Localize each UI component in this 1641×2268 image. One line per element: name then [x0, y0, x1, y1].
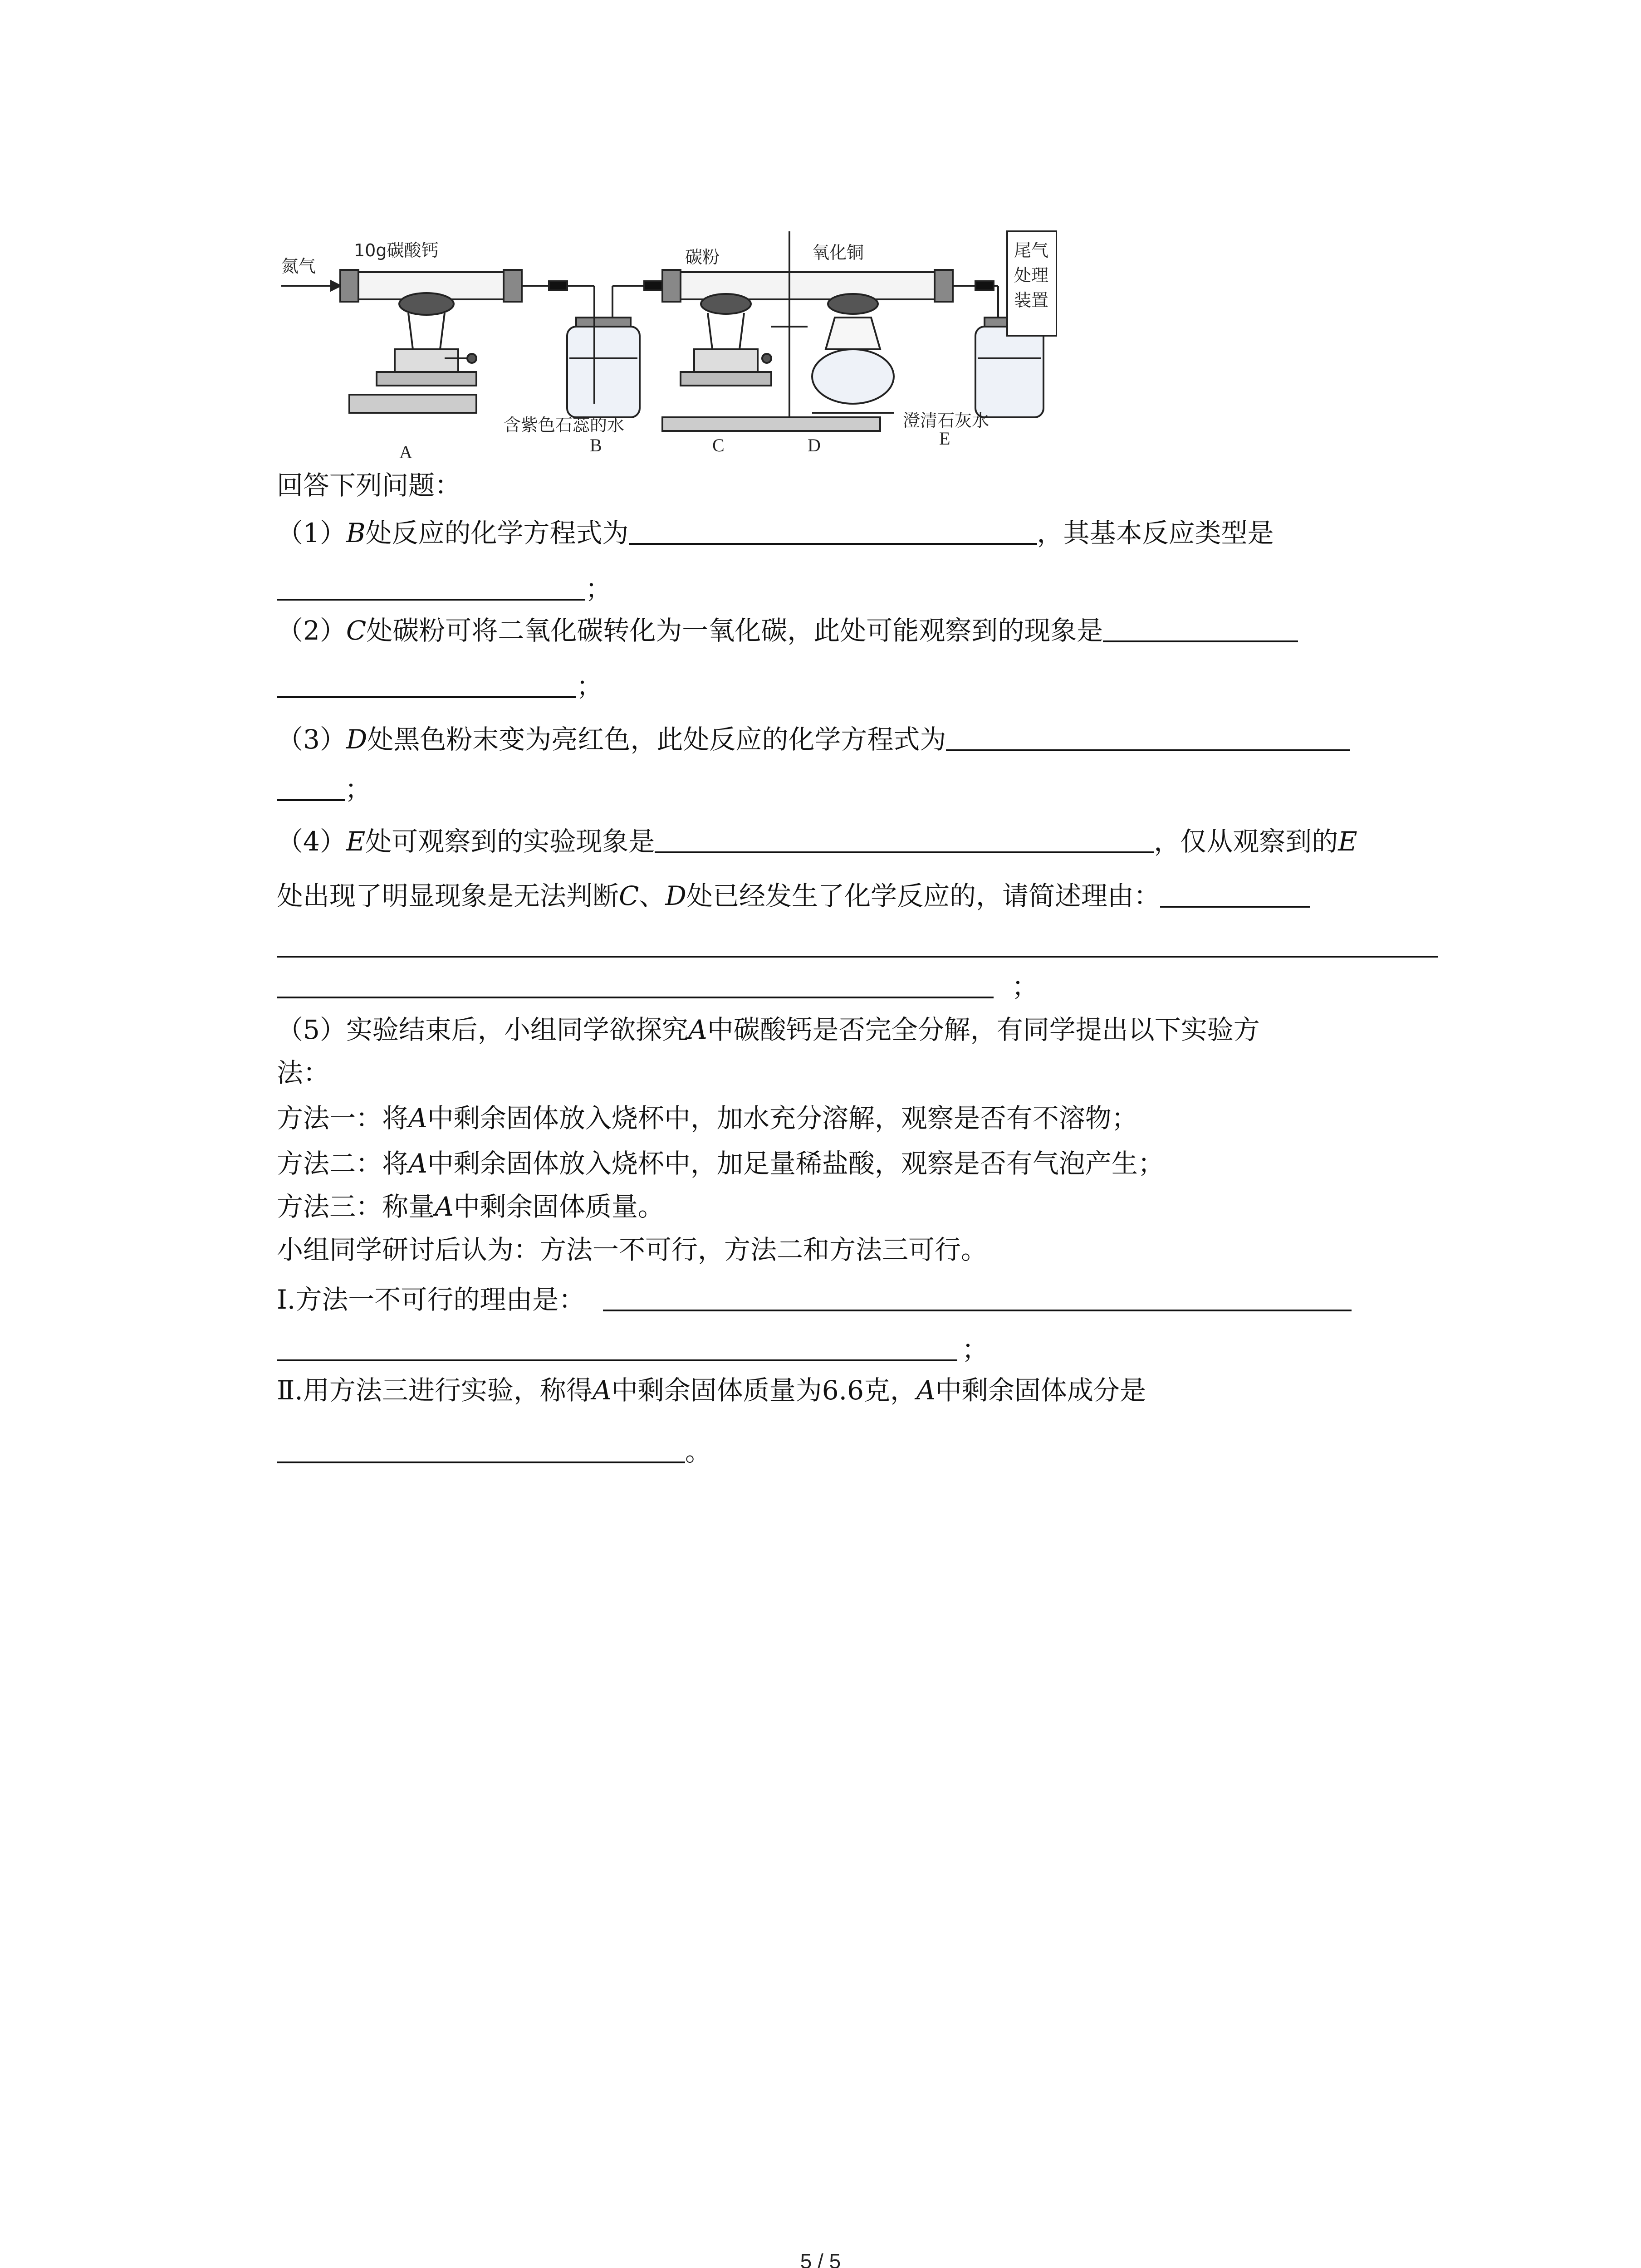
q1-end: ；: [585, 573, 612, 604]
q1-text-a: 处反应的化学方程式为: [365, 518, 629, 548]
part-ii-a: Ⅱ.用方法三进行实验，称得: [277, 1375, 593, 1406]
q4-line1: [277, 823, 1357, 860]
part-ii-b: 中剩余固体质量为: [611, 1375, 822, 1406]
part-ii-d: 中剩余固体成分是: [935, 1375, 1146, 1406]
q4-end: ；: [1012, 971, 1038, 1002]
q1-prefix: （1）: [277, 518, 346, 548]
letter-d: D: [808, 435, 821, 455]
q5-line2: 法：: [277, 1057, 330, 1088]
q4-subject: E: [346, 826, 366, 857]
q1-line1: [277, 515, 1274, 551]
q4-c: C: [619, 880, 639, 911]
method-three: [277, 1188, 664, 1225]
method-one: [277, 1100, 1138, 1136]
part-ii-end: 。: [685, 1436, 712, 1467]
q4-line4: [277, 968, 1038, 1005]
label-carbon-powder: 碳粉: [685, 247, 720, 267]
label-copper-oxide: 氧化铜: [812, 243, 864, 263]
part-ii-c: 克，: [864, 1375, 917, 1406]
q1-text-b: ，其基本反应类型是: [1037, 518, 1274, 548]
label-tail-gas-1: 尾气: [1014, 240, 1049, 260]
label-tail-gas-2: 处理: [1014, 265, 1049, 285]
letter-a: A: [399, 442, 412, 462]
q2-line2: [277, 668, 603, 704]
part-ii-blank[interactable]: [277, 1434, 685, 1463]
q4-sep: 、: [639, 880, 666, 911]
q3-prefix: （3）: [277, 724, 346, 755]
part-ii-subject-a: A: [592, 1375, 612, 1406]
q1-line2: [277, 571, 612, 607]
q2-line1: [277, 612, 1298, 649]
conclusion: 小组同学研讨后认为：方法一不可行，方法二和方法三可行。: [277, 1234, 988, 1265]
label-tail-gas-3: 装置: [1014, 290, 1049, 310]
q3-text: 处黑色粉末变为亮红色，此处反应的化学方程式为: [367, 724, 946, 755]
intro: 回答下列问题：: [277, 470, 461, 501]
method-two: [277, 1145, 1164, 1182]
q3-line1: [277, 721, 1350, 758]
q4-text-b: ，仅从观察到的: [1154, 826, 1338, 857]
m3-subject: A: [435, 1191, 454, 1222]
letter-e: E: [939, 428, 950, 449]
m2-b: 中剩余固体放入烧杯中，加足量稀盐酸，观察是否有气泡产生；: [427, 1148, 1164, 1179]
q4-subject2: E: [1338, 826, 1357, 857]
label-calcium-carbonate: 10g碳酸钙: [354, 240, 439, 260]
q3-end: ；: [345, 774, 372, 805]
m1-a: 方法一：将: [277, 1103, 409, 1134]
q4-text-a: 处可观察到的实验现象是: [365, 826, 655, 857]
q3-blank-b[interactable]: [277, 772, 345, 801]
part-i-blank-a[interactable]: [603, 1282, 1352, 1311]
letter-c: C: [712, 435, 725, 455]
q4-line2: [277, 878, 1310, 914]
m1-b: 中剩余固体放入烧杯中，加水充分溶解，观察是否有不溶物；: [427, 1103, 1138, 1134]
q3-line2: [277, 771, 371, 807]
letter-b: B: [590, 435, 602, 455]
label-litmus-water: 含紫色石蕊的水: [504, 415, 625, 435]
m1-subject: A: [408, 1103, 427, 1134]
part-ii-line2: [277, 1433, 711, 1470]
label-limewater: 澄清石灰水: [903, 411, 989, 430]
q5-line1-a: （5）实验结束后，小组同学欲探究: [277, 1014, 688, 1045]
part-i-text: Ⅰ.方法一不可行的理由是：: [277, 1284, 585, 1315]
q4-blank-reason-b[interactable]: [277, 929, 1438, 958]
q5-line1: [277, 1012, 1260, 1048]
part-i-blank-b[interactable]: [277, 1332, 957, 1361]
m2-a: 方法二：将: [277, 1148, 409, 1179]
q3-subject: D: [346, 724, 367, 755]
m3-b: 中剩余固体质量。: [453, 1191, 664, 1222]
apparatus-svg: [277, 213, 1057, 467]
part-i-line2: [277, 1331, 988, 1368]
q1-blank-equation[interactable]: [629, 516, 1037, 545]
label-nitrogen: 氮气: [281, 256, 316, 276]
q5-line1-b: 中碳酸钙是否完全分解，有同学提出以下实验方: [707, 1014, 1260, 1045]
q2-blank-a[interactable]: [1103, 613, 1298, 642]
q4-blank-reason-c[interactable]: [277, 969, 994, 998]
q5-a: A: [688, 1014, 707, 1045]
apparatus-diagram: [277, 213, 1057, 467]
q2-subject: C: [346, 615, 367, 646]
q4-prefix: （4）: [277, 826, 346, 857]
q4-blank-reason-a[interactable]: [1160, 879, 1310, 908]
q2-text: 处碳粉可将二氧化碳转化为一氧化碳，此处可能观察到的现象是: [366, 615, 1103, 646]
q3-blank-a[interactable]: [946, 722, 1350, 751]
q4-line2-b: 处已经发生了化学反应的，请简述理由：: [686, 880, 1160, 911]
m3-a: 方法三：称量: [277, 1191, 435, 1222]
q1-subject: B: [346, 518, 366, 548]
part-ii-mass: 6.6: [822, 1375, 864, 1406]
part-i-end: ；: [962, 1334, 989, 1365]
q4-line3: [277, 928, 1438, 964]
part-ii-subject-b: A: [916, 1375, 936, 1406]
part-ii-line1: [277, 1372, 1146, 1408]
part-i-line1: [277, 1281, 1352, 1318]
page-number: 5 / 5: [800, 2249, 841, 2268]
m2-subject: A: [408, 1148, 427, 1179]
q1-blank-type[interactable]: [277, 572, 585, 601]
q2-end: ；: [576, 671, 603, 702]
q2-prefix: （2）: [277, 615, 346, 646]
q4-d: D: [665, 880, 686, 911]
q2-blank-b[interactable]: [277, 669, 576, 698]
q4-line2-a: 处出现了明显现象是无法判断: [277, 880, 619, 911]
q4-blank-phenomenon[interactable]: [655, 824, 1154, 853]
